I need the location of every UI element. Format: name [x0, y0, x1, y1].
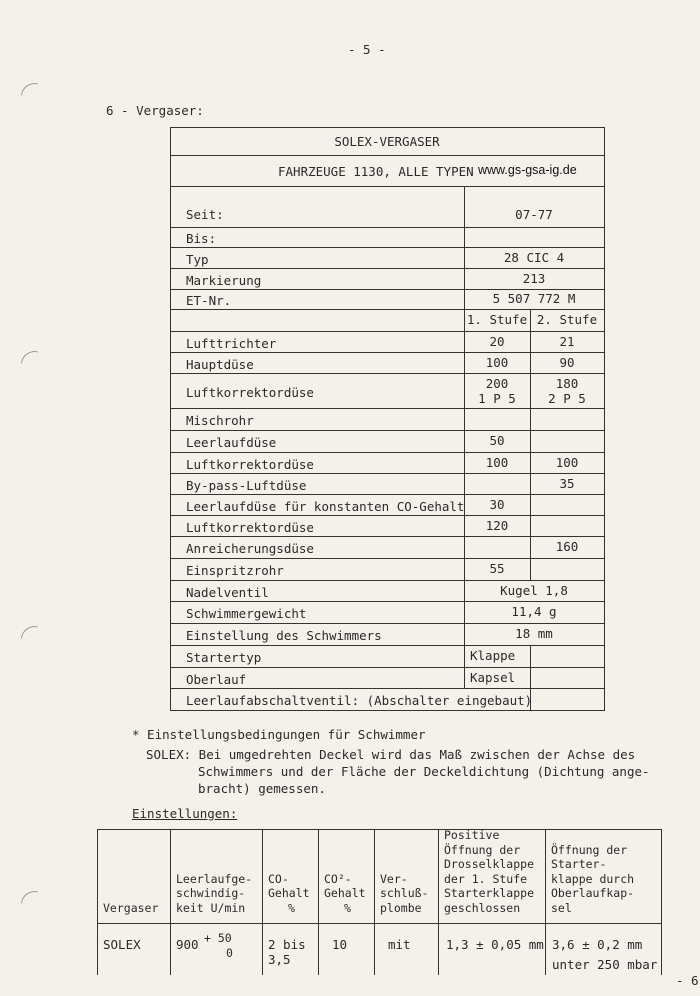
value: 07-77	[515, 207, 553, 222]
table-rule	[545, 829, 546, 975]
table-rule	[170, 688, 605, 689]
value-1: 100	[485, 454, 509, 470]
cell-co: 2 bis	[268, 937, 306, 952]
value-1: 50	[489, 433, 505, 448]
punch-mark	[21, 889, 38, 906]
value-1: 200	[485, 376, 509, 391]
row-label: Typ	[186, 251, 209, 267]
row-label: Lufttrichter	[186, 335, 277, 351]
table-rule	[97, 829, 661, 830]
value-1: Klappe	[470, 648, 516, 663]
note-line: Schwimmers und der Fläche der Deckeldichtung (Dichtung ange-	[198, 764, 650, 779]
value-2: 90	[559, 354, 575, 370]
header-co: CO-	[268, 871, 289, 886]
table-rule	[318, 829, 319, 975]
row-label: Startertyp	[186, 650, 262, 665]
value: 18 mm	[515, 626, 553, 641]
cell-oeffnung: 3,6 ± 0,2 mm	[552, 937, 643, 952]
header-positive: Drosselklappe	[444, 857, 535, 871]
table-rule	[262, 829, 263, 975]
value-2: 180	[555, 376, 579, 391]
value-1: 120	[485, 517, 509, 533]
note-line: bracht) gemessen.	[198, 781, 326, 796]
table-rule	[170, 623, 605, 624]
row-label: ET-Nr.	[186, 293, 232, 308]
header-oeffnung: Oberlaufkap-	[551, 886, 635, 900]
cell-leerlauf-tolerance: 0	[226, 946, 233, 960]
table-rule	[97, 923, 661, 924]
row-label: By-pass-Luftdüse	[186, 477, 307, 493]
header-positive: der 1. Stufe	[444, 871, 528, 886]
note-heading: * Einstellungsbedingungen für Schwimmer	[132, 727, 426, 742]
value-2: 160	[555, 539, 579, 554]
value-1: 30	[489, 496, 505, 512]
website-stamp: www.gs-gsa-ig.de	[478, 163, 577, 177]
table-rule	[604, 127, 605, 710]
value-2: 2. Stufe	[536, 312, 598, 327]
table-rule	[170, 430, 605, 431]
row-label: Luftkorrektordüse	[186, 456, 314, 472]
table-rule	[170, 227, 605, 228]
note-line: SOLEX: Bei umgedrehten Deckel wird das Maß zwischen der Achse des	[146, 747, 636, 762]
table-rule	[170, 268, 605, 269]
cell-co2: 10	[332, 937, 348, 952]
table-rule	[530, 430, 531, 452]
header-oeffnung: Öffnung der	[551, 842, 628, 857]
header-positive: Öffnung der	[444, 842, 521, 857]
header-co2: Gehalt	[324, 886, 366, 900]
header-verschluss: Ver-	[380, 871, 408, 886]
value-1: 20	[489, 333, 505, 349]
value: 11,4 g	[511, 604, 557, 619]
value-1: 100	[485, 354, 509, 370]
page-number: - 5 -	[348, 42, 386, 57]
value: 213	[522, 270, 546, 286]
table-rule	[170, 155, 605, 156]
table-title: SOLEX-VERGASER	[334, 134, 440, 149]
header-oeffnung: sel	[551, 900, 572, 915]
header-leerlauf: Leerlaufge-	[176, 871, 253, 886]
cell-co: 3,5	[268, 952, 291, 967]
table-rule	[170, 601, 605, 602]
table-rule	[170, 558, 605, 559]
table-rule	[170, 452, 605, 453]
value: 5 507 772 M	[492, 291, 576, 306]
table-rule	[97, 829, 98, 975]
table-rule	[530, 667, 531, 688]
row-label: Anreicherungsdüse	[186, 541, 314, 556]
table-rule	[530, 408, 531, 430]
cell-vergaser: SOLEX	[103, 937, 141, 952]
row-label: Einstellung des Schwimmers	[186, 628, 382, 643]
punch-mark	[21, 81, 38, 98]
row-label: Schwimmergewicht	[186, 606, 307, 621]
table-rule	[170, 127, 171, 710]
value-2: 35	[559, 475, 575, 491]
row-label: Hauptdüse	[186, 356, 254, 372]
row-label: Oberlauf	[186, 671, 247, 687]
value-1: 1. Stufe	[466, 312, 528, 327]
cell-leerlauf-tolerance: + 50	[204, 931, 232, 945]
value-1: 55	[489, 561, 505, 576]
header-leerlauf: keit U/min	[176, 900, 246, 915]
table-rule	[661, 829, 662, 975]
header-oeffnung: Starter-	[551, 857, 607, 871]
table-rule	[530, 645, 531, 667]
header-leerlauf: schwindig-	[176, 886, 246, 900]
table-rule	[170, 309, 605, 310]
table-rule	[170, 515, 605, 516]
cell-leerlauf: 900	[176, 937, 199, 952]
table-rule	[170, 645, 605, 646]
table-rule	[170, 829, 171, 975]
value-2: 21	[559, 333, 575, 349]
table-rule	[530, 515, 531, 536]
value: Kugel 1,8	[500, 582, 568, 598]
value-2: 2 P 5	[548, 391, 586, 406]
value-2: 100	[555, 454, 579, 470]
row-label: Seit:	[186, 207, 224, 222]
table-subtitle: FAHRZEUGE 1130, ALLE TYPEN	[278, 164, 474, 179]
row-label: Nadelventil	[186, 584, 269, 600]
header-oeffnung: klappe durch	[551, 871, 635, 886]
row-label: Einspritzrohr	[186, 563, 284, 578]
header-co: Gehalt	[268, 886, 310, 900]
table-rule	[530, 558, 531, 580]
value-1: Kapsel	[470, 669, 516, 685]
header-positive: geschlossen	[444, 900, 521, 915]
row-label: Bis:	[186, 231, 217, 246]
value-1: 1 P 5	[478, 391, 516, 406]
table-rule	[170, 373, 605, 374]
row-label: Markierung	[186, 272, 262, 288]
section-title: 6 - Vergaser:	[106, 103, 204, 118]
value: 28 CIC 4	[503, 249, 565, 265]
header-verschluss: plombe	[380, 900, 422, 915]
row-label: Mischrohr	[186, 413, 254, 428]
next-page-marker: - 6	[676, 973, 699, 988]
cell-verschluss: mit	[388, 937, 411, 952]
settings-title: Einstellungen:	[132, 806, 238, 821]
cell-positive: 1,3 ± 0,05 mm	[446, 937, 544, 952]
header-vergaser: Vergaser	[103, 900, 159, 915]
table-rule	[170, 127, 605, 128]
table-rule	[530, 494, 531, 515]
row-label: Luftkorrektordüse	[186, 384, 314, 400]
row-label: Leerlaufdüse für konstanten CO-Gehalt	[186, 498, 465, 514]
header-positive: Starterklappe	[444, 886, 535, 900]
punch-mark	[21, 624, 38, 641]
table-rule	[438, 829, 439, 975]
row-label: Leerlaufabschaltventil: (Abschalter eingebaut)	[186, 693, 533, 708]
table-rule	[170, 473, 605, 474]
table-rule	[170, 352, 605, 353]
header-positive: Positive	[444, 828, 500, 842]
header-co: %	[288, 900, 295, 915]
punch-mark	[21, 349, 38, 366]
table-rule	[374, 829, 375, 975]
table-rule	[170, 580, 605, 581]
table-rule	[170, 667, 605, 668]
header-co2: CO²-	[324, 871, 352, 886]
table-rule	[170, 331, 605, 332]
table-rule	[170, 247, 605, 248]
header-verschluss: schluß-	[380, 886, 429, 900]
table-rule	[170, 710, 605, 711]
cell-oeffnung: unter 250 mbar	[552, 957, 658, 972]
table-rule	[170, 408, 605, 409]
row-label: Leerlaufdüse	[186, 435, 277, 450]
table-rule	[170, 186, 605, 187]
table-rule	[170, 536, 605, 537]
table-rule	[170, 494, 605, 495]
header-co2: %	[344, 900, 351, 915]
row-label: Luftkorrektordüse	[186, 519, 314, 535]
